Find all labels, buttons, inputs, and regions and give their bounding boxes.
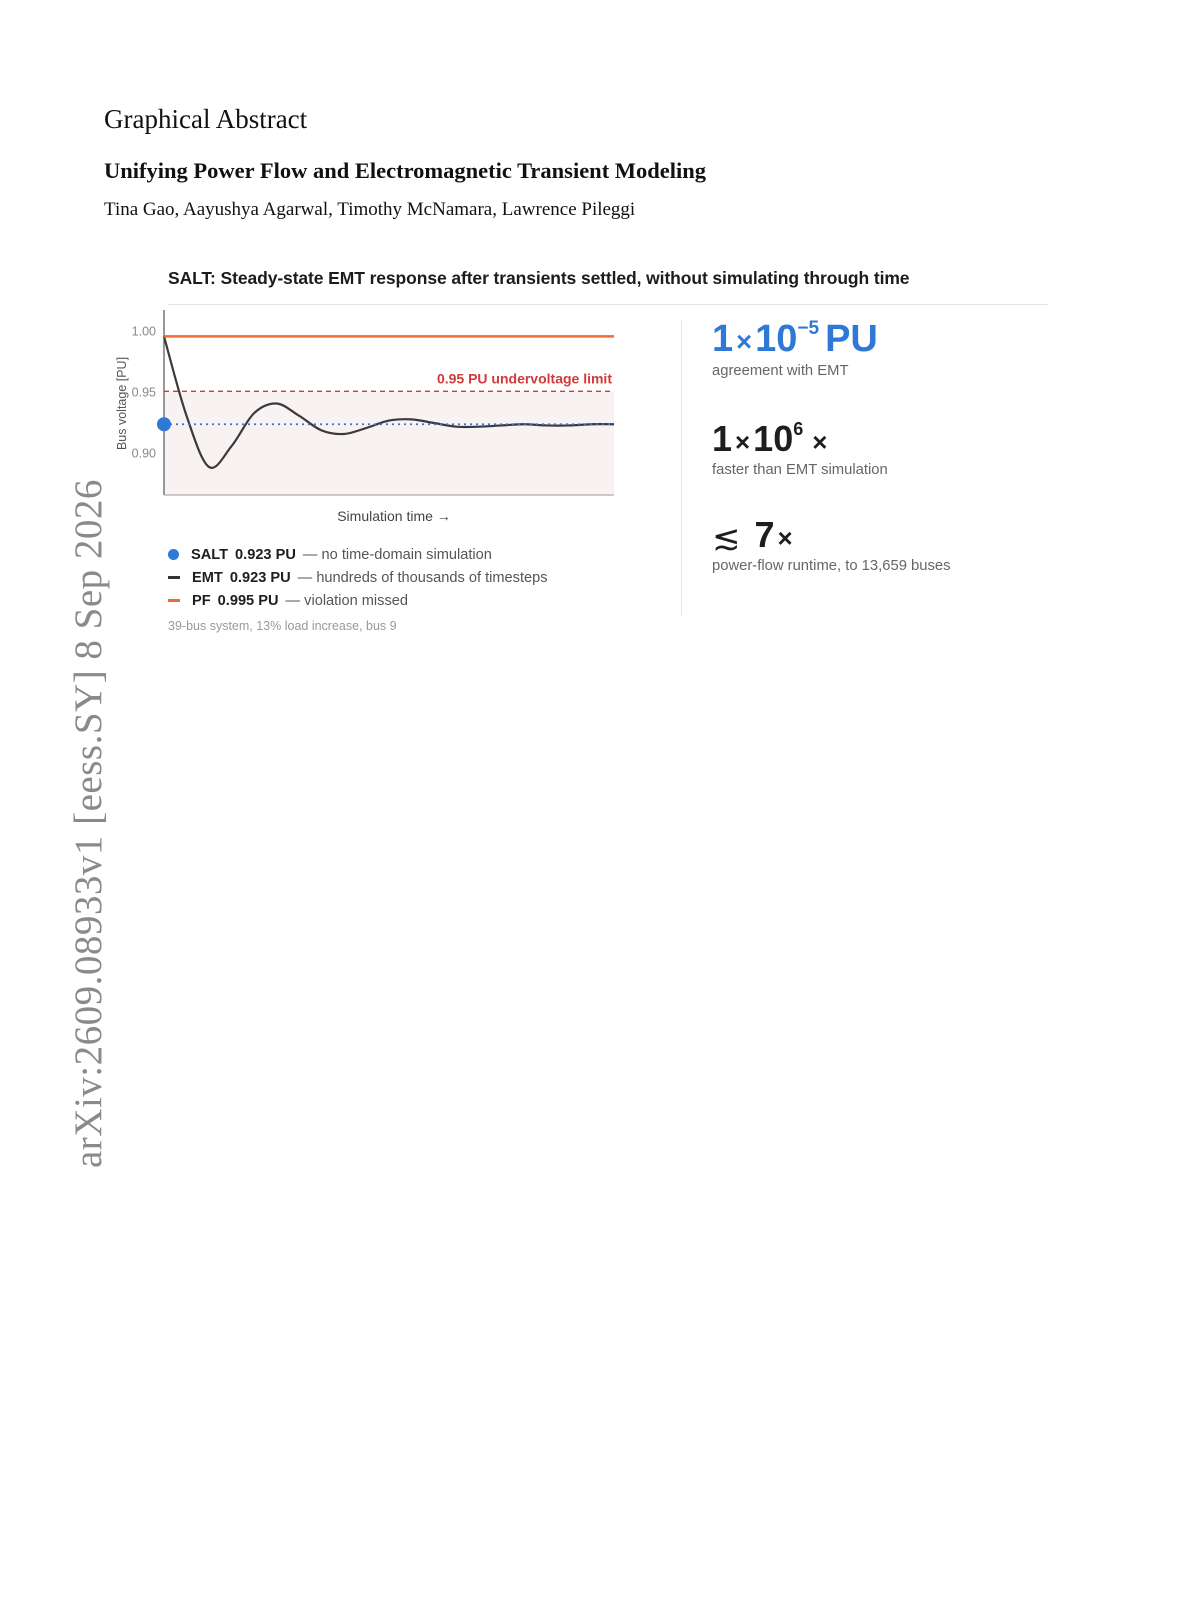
- section-heading: Graphical Abstract: [104, 104, 308, 134]
- metric-caption: faster than EMT simulation: [712, 462, 888, 478]
- metric-number: 7: [754, 514, 775, 555]
- less-or-approx-icon: ≲: [712, 519, 741, 557]
- y-tick-label: 1.00: [131, 324, 156, 339]
- legend-series-note: — no time-domain simulation: [302, 546, 492, 563]
- metric-times: ×: [736, 326, 753, 357]
- metric-unit: PU: [825, 318, 878, 360]
- metric-runtime: [712, 514, 951, 574]
- violation-region: [164, 391, 614, 495]
- metric-mantissa: 1: [712, 318, 734, 360]
- metric-speedup: [712, 418, 888, 478]
- metric-exponent: −5: [797, 317, 820, 339]
- legend-series-name: SALT: [191, 546, 229, 563]
- metric-caption: power-flow runtime, to 13,659 buses: [712, 558, 951, 574]
- metric-value: [712, 514, 951, 556]
- panel-divider: [681, 320, 682, 616]
- metric-value: [712, 418, 888, 460]
- legend-item-pf: [168, 589, 688, 612]
- graphical-abstract-panel: [112, 262, 1052, 642]
- x-axis-label: Simulation time →: [337, 508, 451, 524]
- metric-agreement: [712, 318, 878, 379]
- legend-series-note: — hundreds of thousands of timesteps: [297, 569, 548, 586]
- metric-exponent: 6: [793, 418, 804, 439]
- legend-item-emt: [168, 566, 688, 589]
- metric-unit: ×: [777, 525, 793, 553]
- metric-base: 10: [753, 418, 794, 459]
- legend-series-note: — violation missed: [285, 592, 408, 609]
- metric-base: 10: [755, 318, 798, 360]
- salt-point-marker: [157, 417, 171, 431]
- metric-value: [712, 318, 878, 361]
- legend-series-name: PF: [192, 592, 211, 609]
- legend-item-salt: [168, 543, 688, 566]
- metric-caption: agreement with EMT: [712, 363, 849, 379]
- y-axis-label: Bus voltage [PU]: [115, 356, 129, 451]
- metric-unit: ×: [812, 429, 828, 457]
- salt-dot-icon: [168, 549, 179, 560]
- legend-series-value: 0.995 PU: [217, 592, 279, 609]
- chart-legend: [168, 543, 688, 612]
- legend-series-name: EMT: [192, 569, 223, 586]
- y-tick-label: 0.90: [131, 446, 156, 461]
- metric-mantissa: 1: [712, 418, 733, 459]
- legend-series-value: 0.923 PU: [229, 569, 291, 586]
- panel-header: SALT: Steady-state EMT response after transients settled, without simulating through time: [168, 268, 1048, 305]
- chart-footnote: 39-bus system, 13% load increase, bus 9: [168, 619, 397, 633]
- arxiv-stamp: arXiv:2609.08933v1 [eess.SY] 8 Sep 2026: [67, 479, 110, 1168]
- emt-line-icon: [168, 576, 180, 579]
- legend-series-value: 0.923 PU: [235, 546, 296, 563]
- paper-title: Unifying Power Flow and Electromagnetic Transient Modeling: [104, 158, 707, 183]
- undervoltage-limit-label: 0.95 PU undervoltage limit: [436, 370, 612, 387]
- pf-line-icon: [168, 599, 180, 602]
- paper-authors: Tina Gao, Aayushya Agarwal, Timothy McNamara, Lawrence Pileggi: [104, 199, 636, 220]
- y-tick-label: 0.95: [131, 385, 156, 400]
- metric-times: ×: [735, 429, 751, 457]
